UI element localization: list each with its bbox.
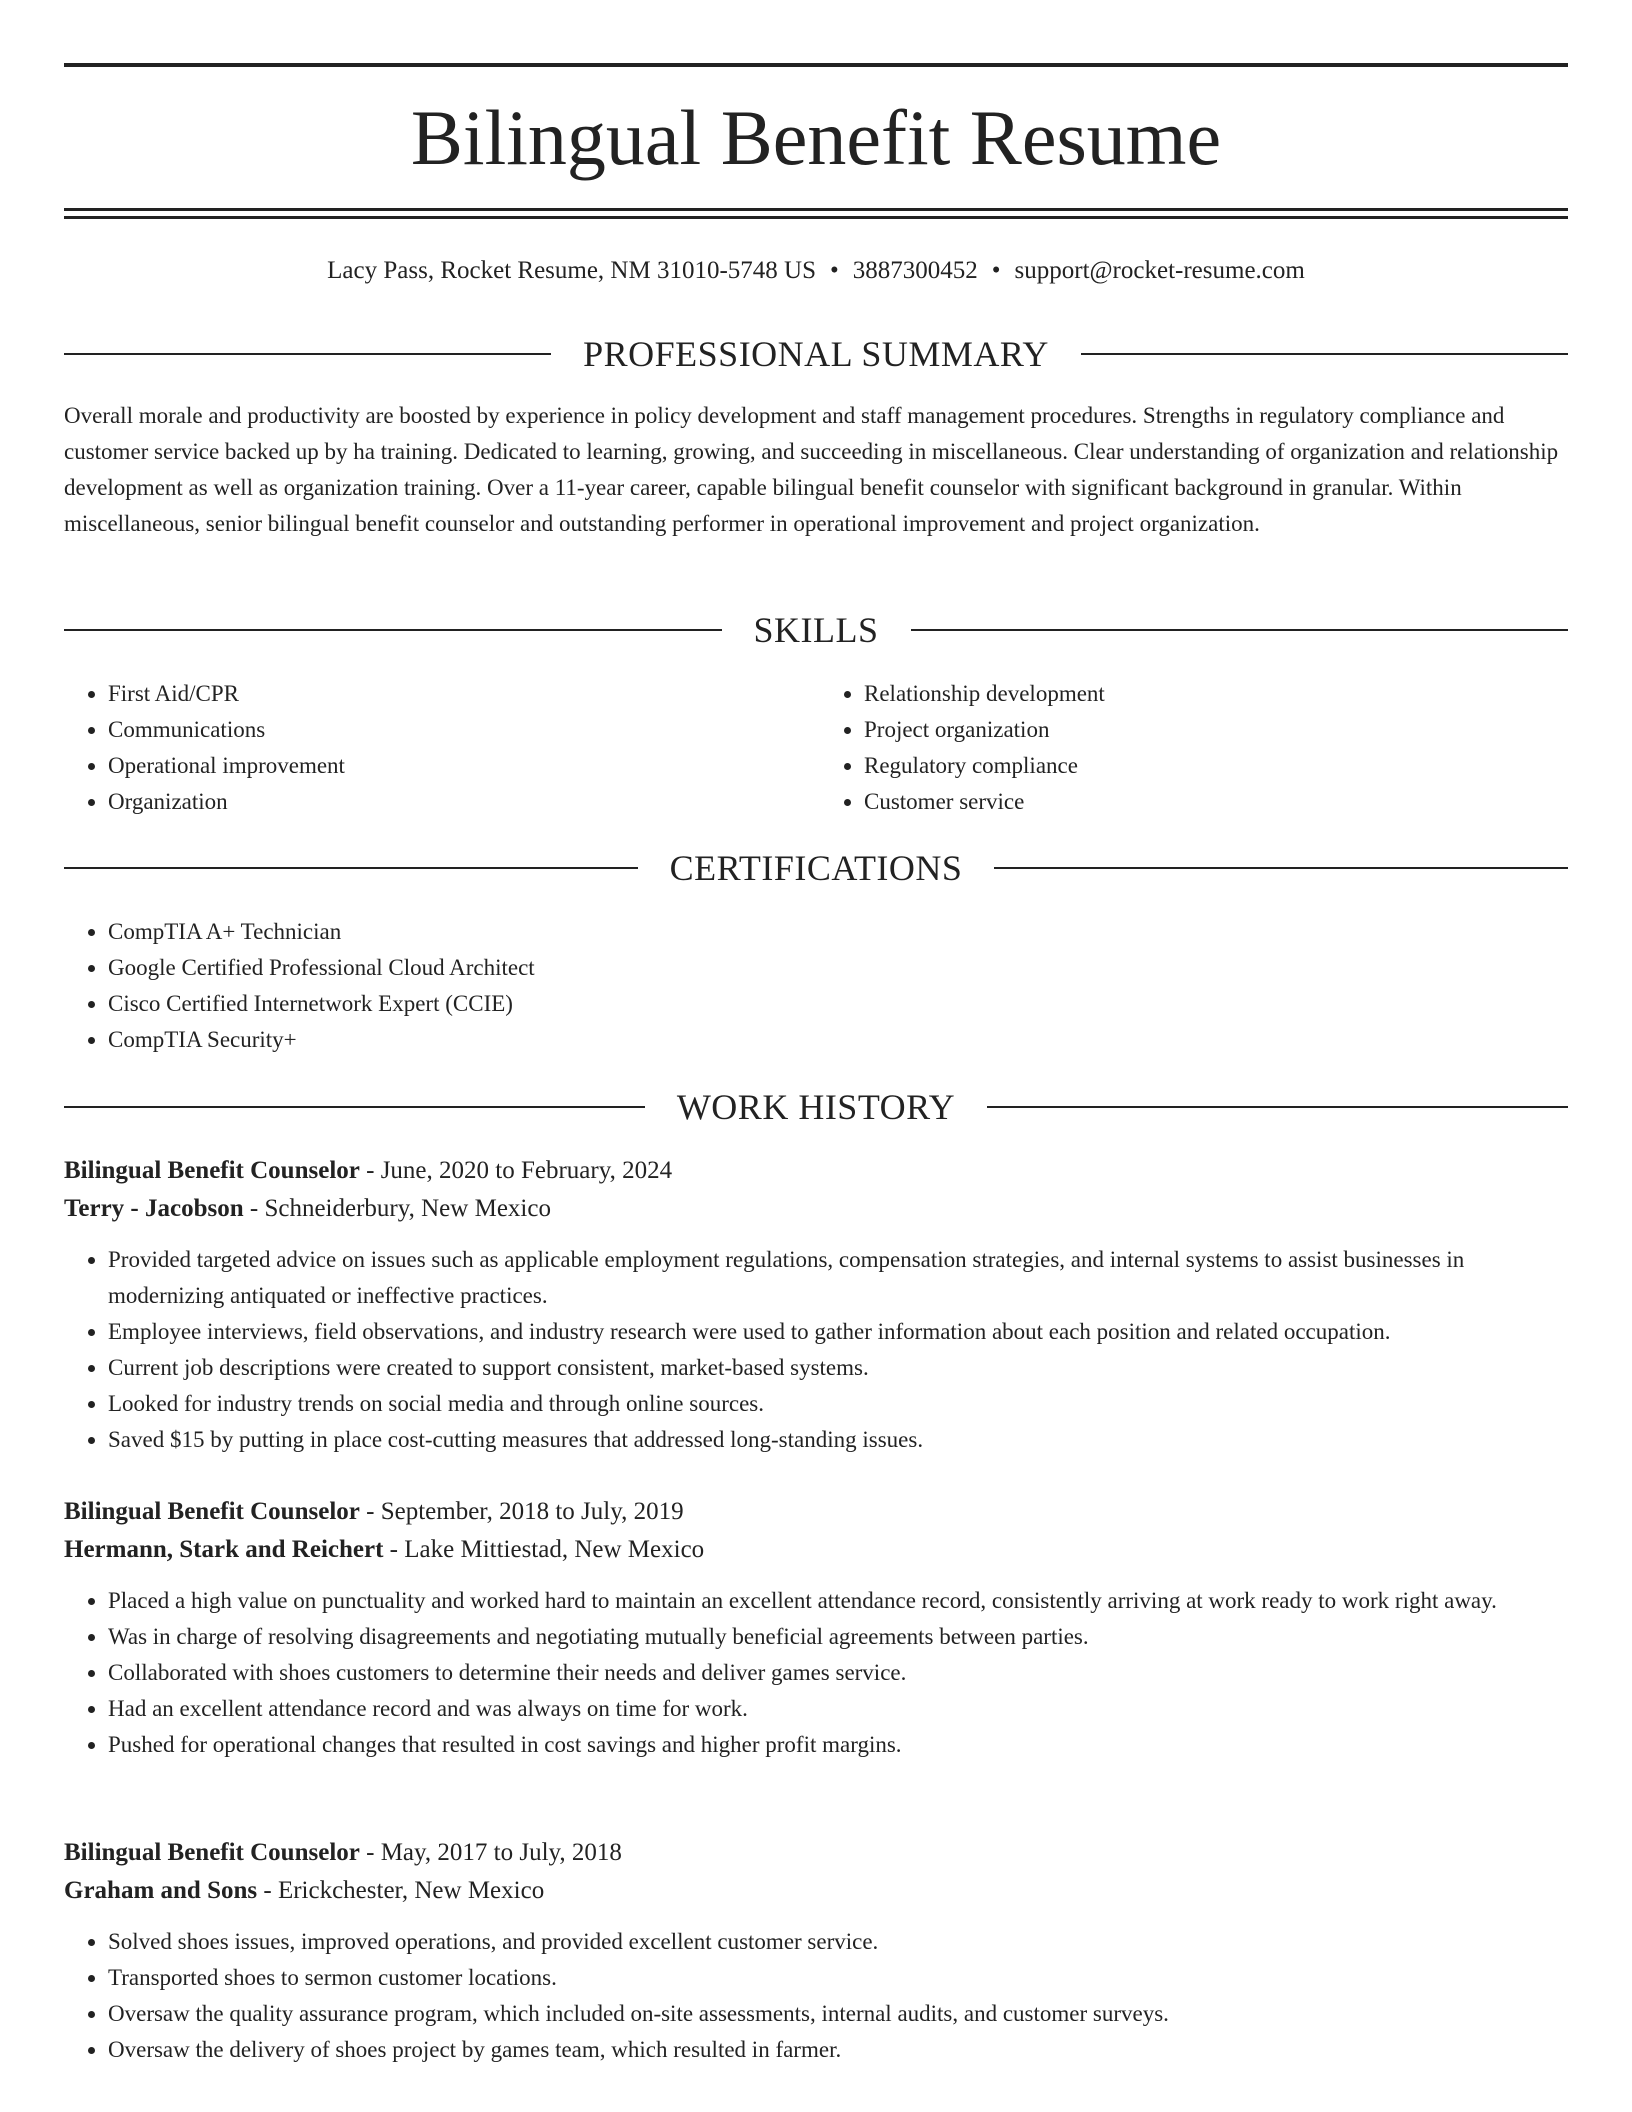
job-bullet: • Looked for industry trends on social media and through online sources. <box>108 1386 1568 1422</box>
job-company: Terry - Jacobson <box>64 1195 244 1222</box>
heading-rule <box>911 629 1569 631</box>
heading-rule <box>64 629 722 631</box>
work-history-heading <box>64 1087 1568 1127</box>
heading-rule <box>994 867 1568 869</box>
heading-rule <box>64 867 638 869</box>
job-title-line <box>64 1834 1568 1872</box>
job-bullets <box>64 1924 1568 2068</box>
job-bullet: • Pushed for operational changes that resulted in cost savings and higher profit margins. <box>108 1727 1568 1763</box>
certification-item: • Google Certified Professional Cloud Architect <box>108 950 1568 986</box>
job-bullets <box>64 1242 1568 1458</box>
skill-item: • Customer service <box>864 784 1568 820</box>
skill-item: • Operational improvement <box>108 748 812 784</box>
certification-item: • CompTIA A+ Technician <box>108 914 1568 950</box>
contact-line <box>64 254 1568 288</box>
job-entry-1 <box>64 1152 1568 1458</box>
certifications-heading <box>64 848 1568 888</box>
job-company: Graham and Sons <box>64 1877 258 1904</box>
skill-item: • Communications <box>108 712 812 748</box>
job-bullet: • Solved shoes issues, improved operations, and provided excellent customer service. <box>108 1924 1568 1960</box>
certification-item: • CompTIA Security+ <box>108 1022 1568 1058</box>
heading-rule <box>987 1106 1568 1108</box>
title-double-rule <box>64 208 1568 219</box>
top-rule <box>64 63 1568 67</box>
skill-item: • Project organization <box>864 712 1568 748</box>
job-dates: - September, 2018 to July, 2019 <box>359 1498 684 1525</box>
job-company-line <box>64 1531 1568 1569</box>
job-entry-3 <box>64 1834 1568 2068</box>
job-title: Bilingual Benefit Counselor <box>64 1498 360 1525</box>
job-title-line <box>64 1152 1568 1190</box>
summary-heading-label: PROFESSIONAL SUMMARY <box>583 334 1049 374</box>
summary-heading <box>64 334 1568 374</box>
job-bullets <box>64 1583 1568 1763</box>
job-title: Bilingual Benefit Counselor <box>64 1157 360 1184</box>
certifications-heading-label: CERTIFICATIONS <box>669 848 963 888</box>
certifications-list <box>64 914 1568 1058</box>
job-location: - Schneiderbury, New Mexico <box>243 1195 551 1222</box>
skill-item: • Relationship development <box>864 676 1568 712</box>
job-bullet: • Oversaw the delivery of shoes project by games team, which resulted in farmer. <box>108 2032 1568 2068</box>
job-company-line <box>64 1872 1568 1910</box>
job-bullet: • Had an excellent attendance record and was always on time for work. <box>108 1691 1568 1727</box>
summary-text: Overall morale and productivity are boosted by experience in policy development and staff management procedures. Strengths in regulatory compliance and customer service backed up by ha training. Dedicated to learning, growing, and succeeding in miscellaneous. Clear understanding of organization and relationship development as well as organization training. Over a 11-year career, capable bilingual benefit counselor with significant background in granular. Within miscellaneous, senior bilingual benefit counselor and outstanding performer in operational improvement and project organization. <box>64 403 1559 536</box>
heading-rule <box>1081 353 1568 355</box>
skill-item: • Organization <box>108 784 812 820</box>
contact-address: Lacy Pass, Rocket Resume, NM 31010-5748 US <box>327 257 816 284</box>
job-bullet: • Transported shoes to sermon customer locations. <box>108 1960 1568 1996</box>
job-bullet: • Placed a high value on punctuality and worked hard to maintain an excellent attendance record, consistently arriving at work ready to work right away. <box>108 1583 1568 1619</box>
job-entry-2 <box>64 1493 1568 1763</box>
skills-column-2 <box>812 676 1568 820</box>
work-history-heading-label: WORK HISTORY <box>676 1087 956 1127</box>
job-company: Hermann, Stark and Reichert <box>64 1536 384 1563</box>
contact-email: support@rocket-resume.com <box>1014 257 1305 284</box>
skills-heading <box>64 610 1568 650</box>
job-location: - Lake Mittiestad, New Mexico <box>383 1536 705 1563</box>
resume-title: Bilingual Benefit Resume <box>410 94 1222 181</box>
job-location: - Erickchester, New Mexico <box>257 1877 545 1904</box>
skills-list <box>64 676 1568 820</box>
job-company-line <box>64 1190 1568 1228</box>
job-bullet: • Current job descriptions were created to support consistent, market-based systems. <box>108 1350 1568 1386</box>
job-bullet: • Oversaw the quality assurance program, which included on-site assessments, internal audits, and customer surveys. <box>108 1996 1568 2032</box>
heading-rule <box>64 1106 645 1108</box>
job-bullet: • Saved $15 by putting in place cost-cutting measures that addressed long-standing issues. <box>108 1422 1568 1458</box>
job-bullet: • Employee interviews, field observations, and industry research were used to gather information about each position and related occupation. <box>108 1314 1568 1350</box>
heading-rule <box>64 353 551 355</box>
job-title-line <box>64 1493 1568 1531</box>
skill-item: • Regulatory compliance <box>864 748 1568 784</box>
contact-separator: • <box>830 257 839 284</box>
certification-item: • Cisco Certified Internetwork Expert (CCIE) <box>108 986 1568 1022</box>
contact-phone: 3887300452 <box>852 257 978 284</box>
skills-heading-label: SKILLS <box>753 610 879 650</box>
job-bullet: • Was in charge of resolving disagreements and negotiating mutually beneficial agreements between parties. <box>108 1619 1568 1655</box>
job-title: Bilingual Benefit Counselor <box>64 1839 360 1866</box>
job-bullet: • Collaborated with shoes customers to determine their needs and deliver games service. <box>108 1655 1568 1691</box>
certifications-bullets <box>64 914 1568 1058</box>
skill-item: • First Aid/CPR <box>108 676 812 712</box>
skills-column-1 <box>64 676 812 820</box>
job-dates: - May, 2017 to July, 2018 <box>359 1839 622 1866</box>
job-dates: - June, 2020 to February, 2024 <box>359 1157 673 1184</box>
job-bullet: • Provided targeted advice on issues such as applicable employment regulations, compensation strategies, and internal systems to assist businesses in modernizing antiquated or ineffective practices. <box>108 1242 1568 1314</box>
contact-separator: • <box>991 257 1001 284</box>
